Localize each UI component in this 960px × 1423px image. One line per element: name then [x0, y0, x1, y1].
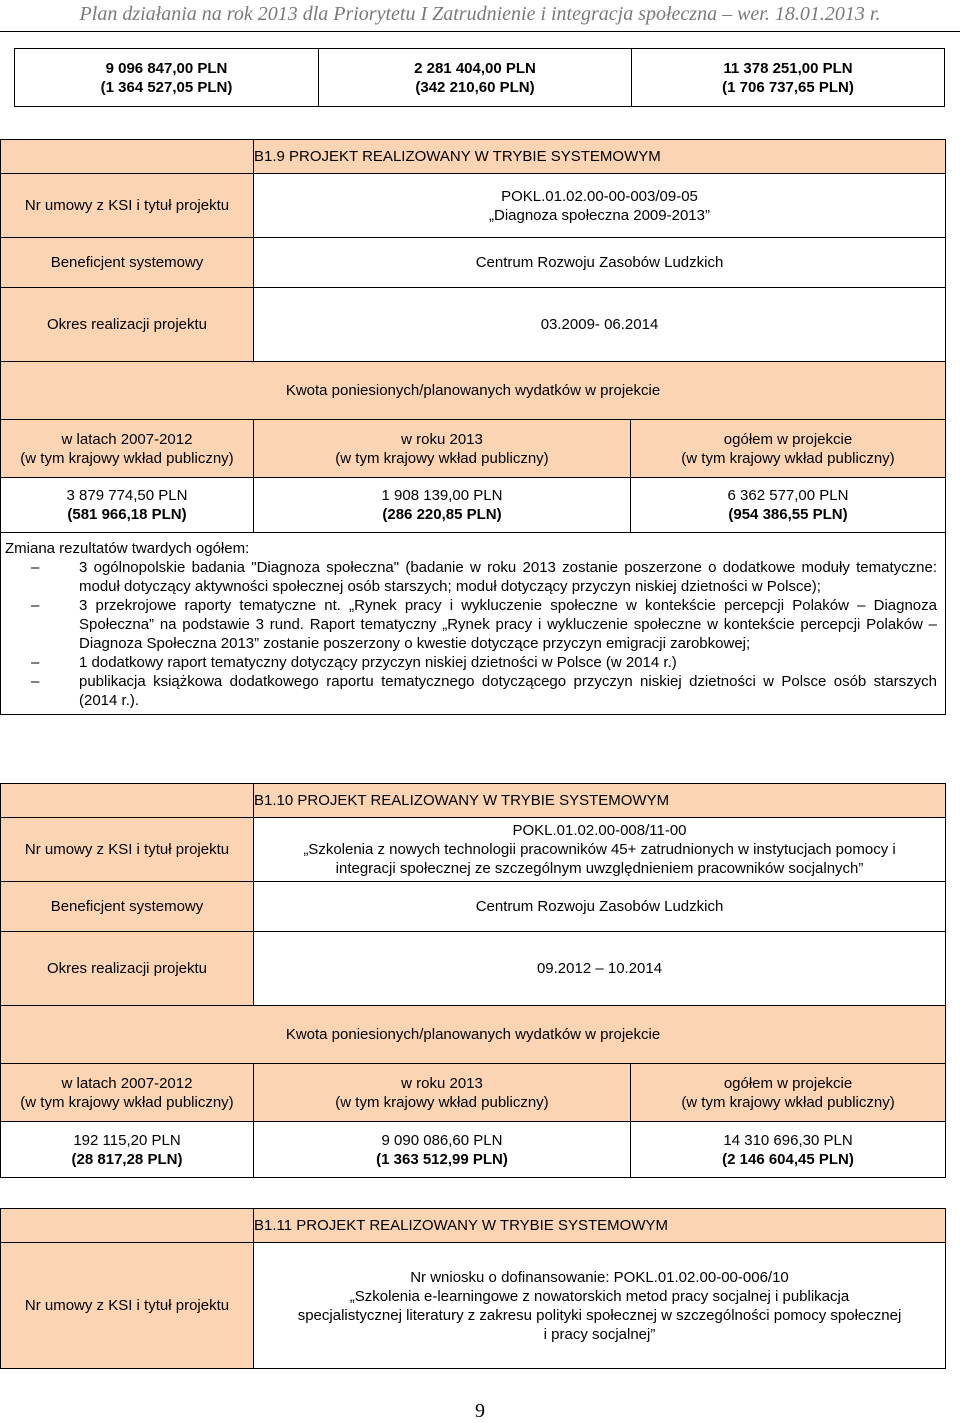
- list-item: – 3 ogólnopolskie badania "Diagnoza społeczna" (badanie w roku 2013 zostanie poszerzone o dodatkowe moduły tematyczne: moduł dotyczący aktywności społecznej osób starszych; moduł dotyczący przyczyn niskiej dzietności w Polsce);: [5, 558, 937, 596]
- changes-list: [5, 558, 937, 710]
- table-row: [15, 49, 945, 107]
- table-row: [1, 1122, 946, 1178]
- amount-cell: 1 908 139,00 PLN (286 220,85 PLN): [254, 478, 631, 533]
- label-beneficjent: Beneficjent systemowy: [1, 882, 254, 932]
- total-cell: 9 096 847,00 PLN (1 364 527,05 PLN): [15, 49, 319, 107]
- kwota-heading: Kwota poniesionych/planowanych wydatków w projekcie: [1, 362, 946, 420]
- label-nr-umowy: Nr umowy z KSI i tytuł projektu: [1, 818, 254, 882]
- project-name-line2: specjalistycznej literatury z zakresu polityki społecznej w szczególności pomocy społecznej: [297, 1306, 902, 1324]
- col-heading: w roku 2013 (w tym krajowy wkład publiczny): [254, 420, 631, 478]
- list-item: – publikacja książkowa dodatkowego raportu tematycznego dotyczącego przyczyn niskiej dzietności w Polsce osób starszych (2014 r.).: [5, 672, 937, 710]
- project-number: POKL.01.02.00-00-003/09-05: [501, 187, 698, 205]
- beneficjent-value: Centrum Rozwoju Zasobów Ludzkich: [254, 882, 946, 932]
- project-name-line3: i pracy socjalnej”: [543, 1325, 656, 1343]
- page-number: 9: [475, 1400, 485, 1422]
- project-name: „Diagnoza społeczna 2009-2013”: [489, 206, 710, 224]
- amount-cell: 3 879 774,50 PLN (581 966,18 PLN): [1, 478, 254, 533]
- okres-value: 03.2009- 06.2014: [254, 288, 946, 362]
- table-row: [1, 1243, 946, 1369]
- table-row: [1, 140, 946, 174]
- project-b19-table: [0, 139, 946, 715]
- table-row: [1, 784, 946, 818]
- total-cell: 2 281 404,00 PLN (342 210,60 PLN): [319, 49, 632, 107]
- project-title: B1.11 PROJEKT REALIZOWANY W TRYBIE SYSTEMOWYM: [254, 1209, 946, 1243]
- amount-cell: 9 090 086,60 PLN (1 363 512,99 PLN): [254, 1122, 631, 1178]
- top-totals-table: [14, 48, 945, 107]
- label-okres: Okres realizacji projektu: [1, 288, 254, 362]
- table-row: [1, 362, 946, 420]
- label-nr-umowy: Nr umowy z KSI i tytuł projektu: [1, 1243, 254, 1369]
- project-number: Nr wniosku o dofinansowanie: POKL.01.02.00-00-006/10: [410, 1268, 789, 1286]
- table-row: [1, 1209, 946, 1243]
- label-beneficjent: Beneficjent systemowy: [1, 238, 254, 288]
- table-row: [1, 478, 946, 533]
- amount-cell: 14 310 696,30 PLN (2 146 604,45 PLN): [631, 1122, 946, 1178]
- col-heading: w latach 2007-2012 (w tym krajowy wkład publiczny): [1, 420, 254, 478]
- project-name-line1: „Szkolenia z nowych technologii pracowników 45+ zatrudnionych w instytucjach pomocy i: [303, 841, 896, 858]
- table-row: [1, 1006, 946, 1064]
- col-heading: w latach 2007-2012 (w tym krajowy wkład publiczny): [1, 1064, 254, 1122]
- table-row: [1, 174, 946, 238]
- list-item: – 3 przekrojowe raporty tematyczne nt. „Rynek pracy i wykluczenie społeczne w kontekście percepcji Polaków – Diagnoza Społeczna” na podstawie 3 rund. Raport tematyczny „Rynek pracy i wykluczenie społeczne w kontekście percepcji Polaków – Diagnoza Społeczna 2013” zostanie poszerzony o kwestie dotyczące przyczyn emigracji zarobkowej;: [5, 596, 937, 653]
- amount-cell: 6 362 577,00 PLN (954 386,55 PLN): [631, 478, 946, 533]
- project-b110-table: [0, 783, 946, 1178]
- project-number-title: [254, 1243, 946, 1369]
- kwota-heading: Kwota poniesionych/planowanych wydatków w projekcie: [1, 1006, 946, 1064]
- okres-value: 09.2012 – 10.2014: [254, 932, 946, 1006]
- table-row: [1, 1064, 946, 1122]
- project-b111-table: [0, 1208, 946, 1369]
- project-number: POKL.01.02.00-008/11-00: [512, 822, 687, 839]
- list-item: – 1 dodatkowy raport tematyczny dotyczący przyczyn niskiej dzietności w Polsce (w 2014 r.): [5, 653, 937, 672]
- project-title: B1.9 PROJEKT REALIZOWANY W TRYBIE SYSTEMOWYM: [254, 140, 946, 174]
- table-row: [1, 238, 946, 288]
- table-row: [1, 288, 946, 362]
- project-number-title: [254, 174, 946, 238]
- header-title: Plan działania na rok 2013 dla Priorytetu I Zatrudnienie i integracja społeczna – wer. 18.01.2013 r.: [79, 3, 881, 25]
- beneficjent-value: Centrum Rozwoju Zasobów Ludzkich: [254, 238, 946, 288]
- table-row: [1, 882, 946, 932]
- table-row: [1, 932, 946, 1006]
- label-nr-umowy: Nr umowy z KSI i tytuł projektu: [1, 174, 254, 238]
- project-name-line1: „Szkolenia e-learningowe z nowatorskich metod pracy socjalnej i publikacja: [349, 1287, 850, 1305]
- table-row: [1, 818, 946, 882]
- project-title: B1.10 PROJEKT REALIZOWANY W TRYBIE SYSTEMOWYM: [254, 784, 946, 818]
- label-okres: Okres realizacji projektu: [1, 932, 254, 1006]
- table-row: [1, 533, 946, 715]
- page-header: [0, 0, 960, 32]
- project-number-title: [254, 818, 946, 882]
- amount-cell: 192 115,20 PLN (28 817,28 PLN): [1, 1122, 254, 1178]
- project-name-line2: integracji społecznej ze szczególnym uwzględnieniem pracowników socjalnych”: [335, 860, 864, 877]
- col-heading: ogółem w projekcie (w tym krajowy wkład publiczny): [631, 420, 946, 478]
- total-cell: 11 378 251,00 PLN (1 706 737,65 PLN): [632, 49, 945, 107]
- changes-cell: [1, 533, 946, 715]
- col-heading: w roku 2013 (w tym krajowy wkład publiczny): [254, 1064, 631, 1122]
- col-heading: ogółem w projekcie (w tym krajowy wkład publiczny): [631, 1064, 946, 1122]
- changes-heading: Zmiana rezultatów twardych ogółem:: [5, 540, 250, 557]
- table-row: [1, 420, 946, 478]
